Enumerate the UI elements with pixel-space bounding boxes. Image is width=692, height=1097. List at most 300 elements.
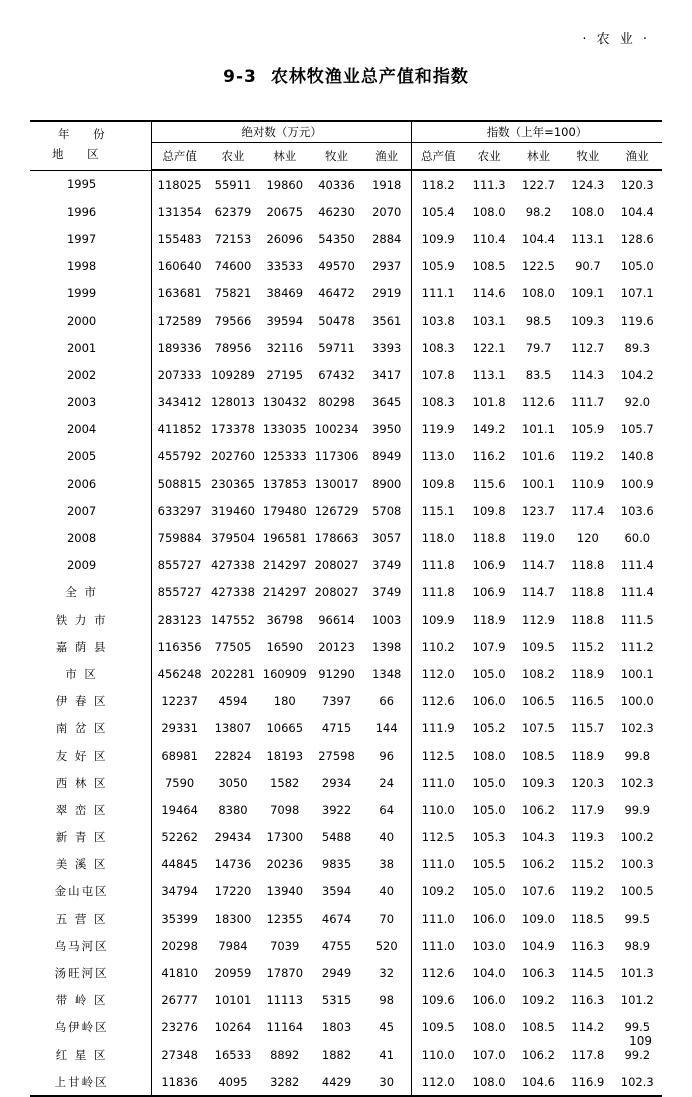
table-cell: 114.5 [571,966,605,981]
col-header-farming-index: 农业 [464,143,513,171]
table-cell: 17870 [266,966,304,981]
table-cell: 108.5 [522,1020,555,1035]
row-label-year: 1995 [66,177,97,192]
table-cell: 35399 [152,905,207,932]
row-label-region: 金山屯区 [54,884,109,899]
table-cell: 111.0 [421,775,455,790]
table-cell: 83.5 [525,367,552,382]
table-cell: 4429 [311,1068,363,1096]
table-body [30,170,662,1096]
table-cell: 116.3 [571,993,605,1008]
table-cell: 112.6 [421,966,455,981]
table-cell: 111.4 [620,585,654,600]
table-cell: 106.0 [472,993,506,1008]
table-cell: 68981 [152,742,207,769]
table-cell: 343412 [152,389,207,416]
table-cell: 520 [362,932,411,959]
table-cell: 41 [362,1041,411,1068]
table-cell: 128013 [211,395,255,410]
table-cell: 3050 [218,775,248,790]
table-cell: 112.6 [522,395,555,410]
group-header-absolute: 绝对数（万元） [152,121,412,143]
table-cell: 33533 [266,259,304,274]
table-row [30,606,662,633]
table-cell: 9835 [321,857,352,872]
table-cell: 111.3 [472,177,506,192]
table-row [30,307,662,334]
row-label-year: 1999 [66,286,97,301]
table-cell: 155483 [152,225,207,252]
table-cell: 124.3 [571,177,605,192]
table-cell: 2919 [362,280,411,307]
table-cell: 117.9 [571,802,605,817]
table-cell: 70 [362,905,411,932]
col-header-fishery-index: 渔业 [613,143,662,171]
table-cell: 105.0 [620,259,654,274]
table-cell: 100234 [314,422,359,437]
table-cell: 144 [362,715,411,742]
table-cell: 114.6 [472,286,506,301]
table-cell: 100.5 [620,884,654,899]
table-cell: 3645 [362,389,411,416]
table-cell: 107.8 [421,367,455,382]
table-cell: 8892 [270,1047,300,1062]
table-cell: 116.2 [472,449,506,464]
table-cell: 111.7 [571,395,605,410]
table-cell: 283123 [152,606,207,633]
table-cell: 118.8 [571,585,605,600]
table-cell: 108.0 [472,1020,506,1035]
table-cell: 411852 [152,416,207,443]
table-cell: 116.9 [563,1068,612,1096]
table-cell: 38 [362,851,411,878]
table-cell: 13807 [214,721,252,736]
table-cell: 105.0 [472,666,506,681]
table-cell: 109.1 [571,286,605,301]
table-cell: 30 [362,1068,411,1096]
col-header-fishery-absolute: 渔业 [362,143,411,171]
table-cell: 115.2 [571,857,605,872]
table-cell: 149.2 [472,422,506,437]
table-cell: 3594 [321,884,352,899]
table-cell: 178663 [314,531,359,546]
table-cell: 118.8 [472,531,506,546]
table-cell: 116.3 [571,938,605,953]
table-cell: 3417 [362,361,411,388]
table-row [30,1014,662,1041]
table-cell: 103.6 [620,503,654,518]
table-cell: 100.1 [620,666,654,681]
table-cell: 115.7 [571,721,605,736]
table-cell: 189336 [152,334,207,361]
table-cell: 92.0 [624,395,651,410]
table-cell: 106.2 [522,1047,555,1062]
table-cell: 20236 [266,857,304,872]
table-cell: 122.7 [522,177,555,192]
statistics-table [30,120,662,1097]
table-cell: 112.0 [421,666,455,681]
table-cell: 72153 [214,231,252,246]
table-cell: 172589 [152,307,207,334]
row-label-year: 1996 [66,204,97,219]
table-cell: 103.1 [472,313,506,328]
table-cell: 39594 [266,313,304,328]
table-cell: 20959 [214,966,252,981]
row-label-region: 新 青 区 [55,830,108,845]
table-cell: 1582 [270,775,300,790]
table-cell: 110.0 [421,1047,455,1062]
table-cell: 77505 [214,639,252,654]
table-cell: 114.7 [522,558,555,573]
table-cell: 114.3 [571,367,605,382]
table-cell: 3950 [362,416,411,443]
table-cell: 114.2 [571,1020,605,1035]
table-cell: 3922 [321,802,352,817]
table-cell: 2934 [321,775,352,790]
stub-header-cell [30,121,152,170]
table-cell: 7397 [321,694,352,709]
table-cell: 102.3 [620,721,654,736]
table-cell: 98.9 [624,938,651,953]
table-cell: 26777 [152,987,207,1014]
table-cell: 202760 [211,449,255,464]
table-cell: 119.9 [421,422,455,437]
table-cell: 111.8 [421,558,455,573]
table-cell: 118.8 [571,612,605,627]
table-cell: 126729 [314,503,359,518]
table-cell: 105.0 [472,775,506,790]
row-label-year: 2003 [66,395,97,410]
table-cell: 109.5 [522,639,555,654]
row-label-region: 美 溪 区 [55,857,108,872]
table-cell: 137853 [262,476,307,491]
table-cell: 7039 [270,938,300,953]
table-cell: 110.0 [421,802,455,817]
table-cell: 196581 [262,531,307,546]
table-row [30,688,662,715]
row-label-region: 带 岭 区 [55,993,108,1008]
table-cell: 46472 [318,286,355,301]
table-cell: 633297 [152,497,207,524]
table-row [30,660,662,687]
table-cell: 173378 [211,422,255,437]
table-cell: 113.1 [472,367,506,382]
table-cell: 22824 [214,748,252,763]
table-cell: 108.3 [421,340,455,355]
table-cell: 101.1 [522,422,555,437]
row-label-region: 翠 峦 区 [55,802,108,817]
row-label-region: 乌马河区 [54,938,109,953]
table-cell: 105.0 [472,884,506,899]
table-cell: 105.4 [421,204,455,219]
table-cell: 100.9 [620,476,654,491]
table-cell: 99.9 [624,802,651,817]
table-cell: 7590 [152,769,207,796]
table-cell: 10665 [266,721,304,736]
col-header-total-absolute: 总产值 [152,143,207,171]
table-cell: 8949 [362,443,411,470]
table-cell: 104.4 [620,204,654,219]
table-row [30,633,662,660]
table-cell: 115.2 [571,639,605,654]
col-header-farming-absolute: 农业 [207,143,259,171]
table-cell: 11836 [152,1068,207,1096]
table-cell: 27598 [318,748,355,763]
table-cell: 111.0 [421,938,455,953]
table-cell: 49570 [318,259,355,274]
table-cell: 1882 [321,1047,352,1062]
table-cell: 62379 [214,204,252,219]
table-cell: 105.5 [472,857,506,872]
table-cell: 13940 [266,884,304,899]
table-cell: 108.2 [522,666,555,681]
table-cell: 120.3 [571,775,605,790]
table-cell: 111.9 [421,721,455,736]
table-cell: 8380 [218,802,248,817]
table-cell: 103.0 [472,938,506,953]
table-cell: 120 [576,531,599,546]
running-header: · 农 业 · [582,32,650,47]
table-cell: 109.9 [421,231,455,246]
table-cell: 100.3 [620,857,654,872]
table-cell: 123.7 [522,503,555,518]
table-cell: 5315 [321,993,352,1008]
table-cell: 108.3 [421,395,455,410]
table-cell: 7098 [270,802,300,817]
table-cell: 107.6 [522,884,555,899]
table-cell: 16533 [214,1047,252,1062]
table-cell: 5488 [321,830,352,845]
table-cell: 108.0 [571,204,605,219]
table-cell: 111.4 [620,558,654,573]
table-cell: 27348 [152,1041,207,1068]
table-cell: 79566 [214,313,252,328]
table-cell: 160640 [152,253,207,280]
table-cell: 1003 [362,606,411,633]
table-row [30,334,662,361]
table-cell: 40336 [318,177,355,192]
stub-header-region: 地 区 [52,147,109,161]
row-label-region: 西 林 区 [55,775,108,790]
table-cell: 112.6 [421,694,455,709]
table-row [30,959,662,986]
table-cell: 106.2 [522,802,555,817]
row-label-year: 1998 [66,259,97,274]
table-row [30,253,662,280]
table-cell: 118.2 [421,177,455,192]
table-cell: 27195 [266,367,304,382]
row-label-region: 汤旺河区 [54,966,109,981]
table-cell: 180 [273,694,296,709]
table-row [30,170,662,198]
table-cell: 50478 [318,313,355,328]
table-cell: 104.6 [514,1068,563,1096]
table-cell: 2070 [362,198,411,225]
table-cell: 41810 [152,959,207,986]
table-row [30,824,662,851]
table-cell: 117306 [314,449,359,464]
table-row [30,742,662,769]
col-header-animal-absolute: 牧业 [311,143,363,171]
table-cell: 119.2 [571,884,605,899]
table-cell: 100.0 [620,694,654,709]
table-row [30,443,662,470]
col-header-forestry-absolute: 林业 [259,143,311,171]
row-label-region: 红 星 区 [55,1047,108,1062]
table-cell: 14736 [214,857,252,872]
row-label-year: 2002 [66,367,97,382]
col-header-forestry-index: 林业 [514,143,563,171]
table-cell: 116.5 [571,694,605,709]
table-cell: 78956 [214,340,252,355]
table-cell: 111.1 [421,286,455,301]
table-cell: 100.1 [522,476,555,491]
table-cell: 1348 [362,660,411,687]
table-number: 9-3 [223,67,257,87]
table-cell: 104.3 [522,830,555,845]
table-cell: 106.2 [522,857,555,872]
table-cell: 3561 [362,307,411,334]
table-cell: 19464 [152,796,207,823]
table-cell: 456248 [152,660,207,687]
table-cell: 109.2 [421,884,455,899]
table-cell: 230365 [211,476,255,491]
table-cell: 140.8 [620,449,654,464]
table-row [30,280,662,307]
table-cell: 427338 [211,558,255,573]
row-label-region: 上甘岭区 [30,1068,152,1096]
table-cell: 115.6 [472,476,506,491]
table-row [30,497,662,524]
row-label-region: 全 市 [65,585,98,600]
table-cell: 74600 [214,259,252,274]
table-cell: 4755 [321,938,352,953]
table-cell: 207333 [152,361,207,388]
table-cell: 115.1 [421,503,455,518]
table-cell: 119.3 [571,830,605,845]
table-cell: 36798 [266,612,304,627]
table-cell: 7984 [218,938,248,953]
table-cell: 122.1 [472,340,506,355]
table-cell: 99.5 [624,1020,651,1035]
table-cell: 109.8 [472,503,506,518]
table-cell: 759884 [152,524,207,551]
table-cell: 109.3 [522,775,555,790]
table-cell: 112.0 [411,1068,464,1096]
table-cell: 106.9 [472,558,506,573]
table-cell: 105.0 [472,802,506,817]
table-cell: 111.5 [620,612,654,627]
table-cell: 103.8 [421,313,455,328]
table-cell: 4095 [207,1068,259,1096]
table-header-group-row [30,121,662,143]
table-cell: 109.9 [421,612,455,627]
table-cell: 110.2 [421,639,455,654]
table-cell: 32116 [266,340,304,355]
table-cell: 100.2 [620,830,654,845]
table-cell: 67432 [318,367,355,382]
table-row [30,198,662,225]
table-cell: 111.0 [421,857,455,872]
table-cell: 163681 [152,280,207,307]
row-label-year: 2000 [66,313,97,328]
table-cell: 20675 [266,204,304,219]
table-cell: 855727 [152,552,207,579]
table-row [30,715,662,742]
table-cell: 4594 [218,694,248,709]
table-cell: 91290 [318,666,355,681]
row-label-region: 五 营 区 [55,911,108,926]
table-cell: 3749 [362,552,411,579]
table-cell: 75821 [214,286,252,301]
table-cell: 29434 [214,830,252,845]
table-cell: 44845 [152,851,207,878]
table-cell: 89.3 [624,340,651,355]
table-cell: 12355 [266,911,304,926]
table-cell: 109.0 [522,911,555,926]
table-cell: 179480 [262,503,307,518]
table-cell: 208027 [314,585,359,600]
table-cell: 109289 [211,367,255,382]
table-cell: 319460 [211,503,255,518]
table-cell: 10101 [214,993,252,1008]
col-header-animal-index: 牧业 [563,143,612,171]
table-cell: 113.0 [421,449,455,464]
table-row [30,361,662,388]
row-label-region: 南 岔 区 [55,721,108,736]
table-cell: 379504 [211,531,255,546]
table-cell: 98.5 [525,313,552,328]
group-header-index: 指数（上年=100） [411,121,662,143]
table-cell: 131354 [152,198,207,225]
row-label-region: 嘉 荫 县 [55,639,108,654]
table-cell: 106.5 [522,694,555,709]
table-cell: 98.2 [525,204,552,219]
table-cell: 108.0 [472,204,506,219]
table-cell: 108.5 [472,259,506,274]
table-cell: 4674 [321,911,352,926]
table-row [30,579,662,606]
table-cell: 11113 [266,993,304,1008]
table-cell: 1803 [321,1020,352,1035]
table-cell: 112.7 [571,340,605,355]
table-row [30,225,662,252]
row-label-year: 2007 [66,503,97,518]
table-cell: 24 [362,769,411,796]
table-cell: 111.2 [620,639,654,654]
table-cell: 855727 [152,579,207,606]
table-cell: 11164 [266,1020,304,1035]
table-row [30,878,662,905]
table-row [30,796,662,823]
table-row [30,932,662,959]
table-cell: 214297 [262,585,307,600]
table-cell: 29331 [152,715,207,742]
table-cell: 2937 [362,253,411,280]
table-cell: 18300 [214,911,252,926]
table-cell: 109.6 [421,993,455,1008]
table-cell: 112.5 [421,830,455,845]
stub-header-year: 年 份 [58,127,115,141]
table-cell: 104.2 [620,367,654,382]
table-cell: 106.9 [472,585,506,600]
row-label-year: 2006 [66,476,97,491]
table-title-text: 农林牧渔业总产值和指数 [270,67,469,87]
table-cell: 208027 [314,558,359,573]
table-cell: 8900 [362,470,411,497]
table-cell: 160909 [262,666,307,681]
page-number: 109 [629,1034,652,1048]
